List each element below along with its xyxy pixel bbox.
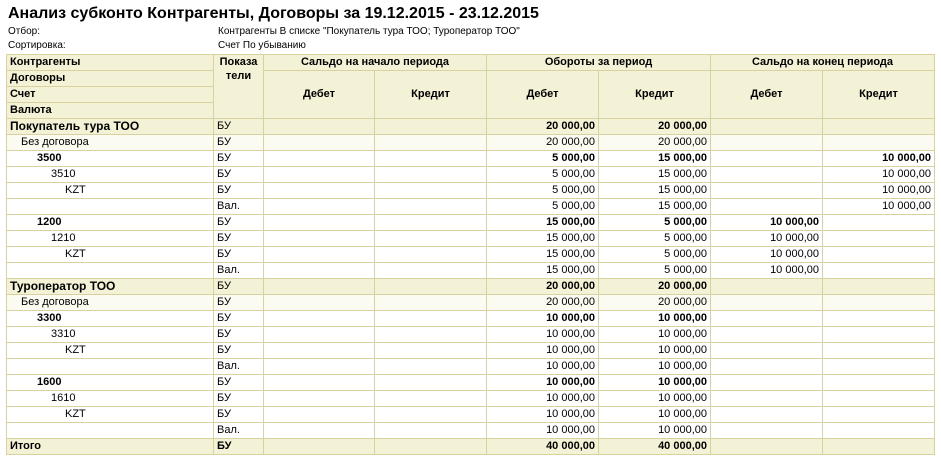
cell-tc: 15 000,00 — [599, 151, 711, 167]
cell-cc — [823, 359, 935, 375]
cell-td: 5 000,00 — [487, 151, 599, 167]
cell-od — [264, 231, 375, 247]
cell-oc — [375, 151, 487, 167]
table-row[interactable] — [7, 231, 935, 247]
cell-od — [264, 327, 375, 343]
cell-oc — [375, 263, 487, 279]
row-label — [7, 263, 214, 279]
cell-oc — [375, 423, 487, 439]
row-label: Итого — [7, 439, 214, 455]
row-indicator: БУ — [214, 327, 264, 343]
cell-oc — [375, 135, 487, 151]
cell-cc — [823, 215, 935, 231]
row-label: Туроператор ТОО — [7, 279, 214, 295]
cell-td: 10 000,00 — [487, 359, 599, 375]
cell-cc — [823, 247, 935, 263]
row-label — [7, 359, 214, 375]
row-label: 1210 — [7, 231, 214, 247]
row-indicator: БУ — [214, 215, 264, 231]
cell-od — [264, 311, 375, 327]
cell-cd — [711, 439, 823, 455]
cell-od — [264, 151, 375, 167]
cell-td: 5 000,00 — [487, 167, 599, 183]
cell-od — [264, 279, 375, 295]
header-opening-debit[interactable]: Дебет — [264, 71, 375, 119]
cell-cc — [823, 263, 935, 279]
cell-oc — [375, 295, 487, 311]
cell-tc: 15 000,00 — [599, 167, 711, 183]
cell-tc: 15 000,00 — [599, 199, 711, 215]
cell-cc — [823, 119, 935, 135]
cell-oc — [375, 407, 487, 423]
row-label: KZT — [7, 343, 214, 359]
cell-tc: 5 000,00 — [599, 263, 711, 279]
row-label: 3300 — [7, 311, 214, 327]
filter-value: Контрагенты В списке "Покупатель тура ТОО; Туроператор ТОО" — [218, 26, 520, 37]
header-currency[interactable]: Валюта — [7, 103, 214, 119]
row-label: 3500 — [7, 151, 214, 167]
cell-od — [264, 135, 375, 151]
row-indicator: Вал. — [214, 359, 264, 375]
cell-td: 15 000,00 — [487, 231, 599, 247]
cell-od — [264, 423, 375, 439]
cell-td: 20 000,00 — [487, 295, 599, 311]
table-row[interactable] — [7, 311, 935, 327]
cell-oc — [375, 375, 487, 391]
cell-cd — [711, 199, 823, 215]
cell-od — [264, 167, 375, 183]
cell-tc: 10 000,00 — [599, 423, 711, 439]
cell-od — [264, 407, 375, 423]
cell-oc — [375, 343, 487, 359]
cell-od — [264, 343, 375, 359]
cell-od — [264, 391, 375, 407]
cell-cd: 10 000,00 — [711, 215, 823, 231]
cell-tc: 10 000,00 — [599, 343, 711, 359]
header-opening-balance[interactable]: Сальдо на начало периода — [264, 55, 487, 71]
row-label: 3510 — [7, 167, 214, 183]
row-label: Покупатель тура ТОО — [7, 119, 214, 135]
table-row[interactable] — [7, 343, 935, 359]
row-label: 1600 — [7, 375, 214, 391]
table-row[interactable] — [7, 199, 935, 215]
cell-oc — [375, 439, 487, 455]
row-indicator: БУ — [214, 295, 264, 311]
header-indicators[interactable]: Показа тели — [214, 55, 264, 119]
cell-cd — [711, 391, 823, 407]
cell-od — [264, 263, 375, 279]
cell-tc: 10 000,00 — [599, 327, 711, 343]
cell-oc — [375, 199, 487, 215]
cell-cc — [823, 375, 935, 391]
cell-tc: 40 000,00 — [599, 439, 711, 455]
row-label: KZT — [7, 247, 214, 263]
table-row[interactable] — [7, 183, 935, 199]
row-indicator: БУ — [214, 183, 264, 199]
row-indicator: БУ — [214, 151, 264, 167]
header-account[interactable]: Счет — [7, 87, 214, 103]
cell-cc: 10 000,00 — [823, 183, 935, 199]
row-indicator: БУ — [214, 311, 264, 327]
row-indicator: БУ — [214, 247, 264, 263]
cell-tc: 10 000,00 — [599, 359, 711, 375]
table-row[interactable] — [7, 135, 935, 151]
cell-oc — [375, 279, 487, 295]
cell-tc: 10 000,00 — [599, 407, 711, 423]
row-indicator: БУ — [214, 231, 264, 247]
row-label — [7, 199, 214, 215]
row-label — [7, 423, 214, 439]
cell-cc — [823, 423, 935, 439]
row-label: 3310 — [7, 327, 214, 343]
cell-od — [264, 215, 375, 231]
cell-tc: 10 000,00 — [599, 375, 711, 391]
cell-oc — [375, 119, 487, 135]
row-indicator: БУ — [214, 167, 264, 183]
row-indicator: БУ — [214, 135, 264, 151]
table-row[interactable] — [7, 359, 935, 375]
header-contracts[interactable]: Договоры — [7, 71, 214, 87]
cell-cd — [711, 343, 823, 359]
header-closing-balance[interactable]: Сальдо на конец периода — [711, 55, 935, 71]
cell-oc — [375, 327, 487, 343]
cell-od — [264, 439, 375, 455]
cell-oc — [375, 247, 487, 263]
cell-cd: 10 000,00 — [711, 263, 823, 279]
cell-cc — [823, 439, 935, 455]
cell-td: 10 000,00 — [487, 311, 599, 327]
cell-tc: 15 000,00 — [599, 183, 711, 199]
header-opening-credit[interactable]: Кредит — [375, 71, 487, 119]
cell-td: 10 000,00 — [487, 391, 599, 407]
cell-tc: 20 000,00 — [599, 119, 711, 135]
cell-cc — [823, 279, 935, 295]
cell-td: 20 000,00 — [487, 135, 599, 151]
row-label: KZT — [7, 407, 214, 423]
header-turnover[interactable]: Обороты за период — [487, 55, 711, 71]
cell-td: 15 000,00 — [487, 247, 599, 263]
table-row[interactable] — [7, 263, 935, 279]
cell-tc: 10 000,00 — [599, 391, 711, 407]
row-label: Без договора — [7, 295, 214, 311]
cell-td: 5 000,00 — [487, 199, 599, 215]
cell-td: 10 000,00 — [487, 423, 599, 439]
table-row[interactable] — [7, 391, 935, 407]
cell-cc: 10 000,00 — [823, 151, 935, 167]
cell-td: 40 000,00 — [487, 439, 599, 455]
row-indicator: БУ — [214, 375, 264, 391]
filter-label: Отбор: — [8, 26, 40, 37]
table-row[interactable] — [7, 327, 935, 343]
cell-td: 10 000,00 — [487, 375, 599, 391]
header-turnover-debit[interactable]: Дебет — [487, 71, 599, 119]
sort-label: Сортировка: — [8, 40, 66, 51]
cell-cd — [711, 407, 823, 423]
cell-td: 15 000,00 — [487, 263, 599, 279]
cell-od — [264, 199, 375, 215]
cell-tc: 5 000,00 — [599, 247, 711, 263]
cell-cc — [823, 135, 935, 151]
cell-oc — [375, 231, 487, 247]
table-row[interactable] — [7, 375, 935, 391]
cell-oc — [375, 215, 487, 231]
table-row[interactable] — [7, 439, 935, 455]
cell-oc — [375, 183, 487, 199]
cell-oc — [375, 167, 487, 183]
report-table — [6, 54, 935, 455]
row-indicator: Вал. — [214, 263, 264, 279]
cell-od — [264, 295, 375, 311]
cell-cd — [711, 327, 823, 343]
cell-cd: 10 000,00 — [711, 247, 823, 263]
cell-cd — [711, 423, 823, 439]
cell-od — [264, 183, 375, 199]
table-row[interactable] — [7, 279, 935, 295]
cell-tc: 5 000,00 — [599, 215, 711, 231]
cell-cd — [711, 295, 823, 311]
row-indicator: БУ — [214, 391, 264, 407]
cell-cd — [711, 311, 823, 327]
cell-tc: 5 000,00 — [599, 231, 711, 247]
cell-cd: 10 000,00 — [711, 231, 823, 247]
row-label: Без договора — [7, 135, 214, 151]
cell-cd — [711, 375, 823, 391]
cell-cc — [823, 231, 935, 247]
cell-cd — [711, 135, 823, 151]
row-indicator: БУ — [214, 119, 264, 135]
cell-cd — [711, 359, 823, 375]
row-label: KZT — [7, 183, 214, 199]
cell-od — [264, 375, 375, 391]
cell-od — [264, 119, 375, 135]
cell-td: 10 000,00 — [487, 407, 599, 423]
cell-tc: 20 000,00 — [599, 135, 711, 151]
table-row[interactable] — [7, 167, 935, 183]
cell-oc — [375, 311, 487, 327]
cell-oc — [375, 391, 487, 407]
header-closing-credit[interactable]: Кредит — [823, 71, 935, 119]
cell-cc: 10 000,00 — [823, 199, 935, 215]
cell-cc — [823, 391, 935, 407]
cell-td: 20 000,00 — [487, 119, 599, 135]
row-label: 1610 — [7, 391, 214, 407]
row-indicator: Вал. — [214, 423, 264, 439]
cell-cc — [823, 295, 935, 311]
cell-tc: 10 000,00 — [599, 311, 711, 327]
cell-cc — [823, 327, 935, 343]
row-label: 1200 — [7, 215, 214, 231]
cell-od — [264, 247, 375, 263]
cell-cd — [711, 183, 823, 199]
cell-cc — [823, 407, 935, 423]
header-closing-debit[interactable]: Дебет — [711, 71, 823, 119]
table-row[interactable] — [7, 119, 935, 135]
row-indicator: Вал. — [214, 199, 264, 215]
header-turnover-credit[interactable]: Кредит — [599, 71, 711, 119]
table-row[interactable] — [7, 423, 935, 439]
table-row[interactable] — [7, 247, 935, 263]
row-indicator: БУ — [214, 343, 264, 359]
cell-td: 10 000,00 — [487, 327, 599, 343]
cell-cd — [711, 119, 823, 135]
cell-tc: 20 000,00 — [599, 279, 711, 295]
cell-td: 10 000,00 — [487, 343, 599, 359]
table-row[interactable] — [7, 215, 935, 231]
row-indicator: БУ — [214, 279, 264, 295]
table-row[interactable] — [7, 295, 935, 311]
table-row[interactable] — [7, 151, 935, 167]
cell-cd — [711, 167, 823, 183]
cell-td: 20 000,00 — [487, 279, 599, 295]
cell-cc — [823, 343, 935, 359]
cell-cd — [711, 151, 823, 167]
cell-td: 15 000,00 — [487, 215, 599, 231]
cell-td: 5 000,00 — [487, 183, 599, 199]
row-indicator: БУ — [214, 407, 264, 423]
table-row[interactable] — [7, 407, 935, 423]
row-indicator: БУ — [214, 439, 264, 455]
cell-cd — [711, 279, 823, 295]
cell-tc: 20 000,00 — [599, 295, 711, 311]
cell-oc — [375, 359, 487, 375]
cell-od — [264, 359, 375, 375]
report-title: Анализ субконто Контрагенты, Договоры за 19.12.2015 - 23.12.2015 — [8, 5, 539, 22]
cell-cc — [823, 311, 935, 327]
sort-value: Счет По убыванию — [218, 40, 306, 51]
header-counterparties[interactable]: Контрагенты — [7, 55, 214, 71]
cell-cc: 10 000,00 — [823, 167, 935, 183]
